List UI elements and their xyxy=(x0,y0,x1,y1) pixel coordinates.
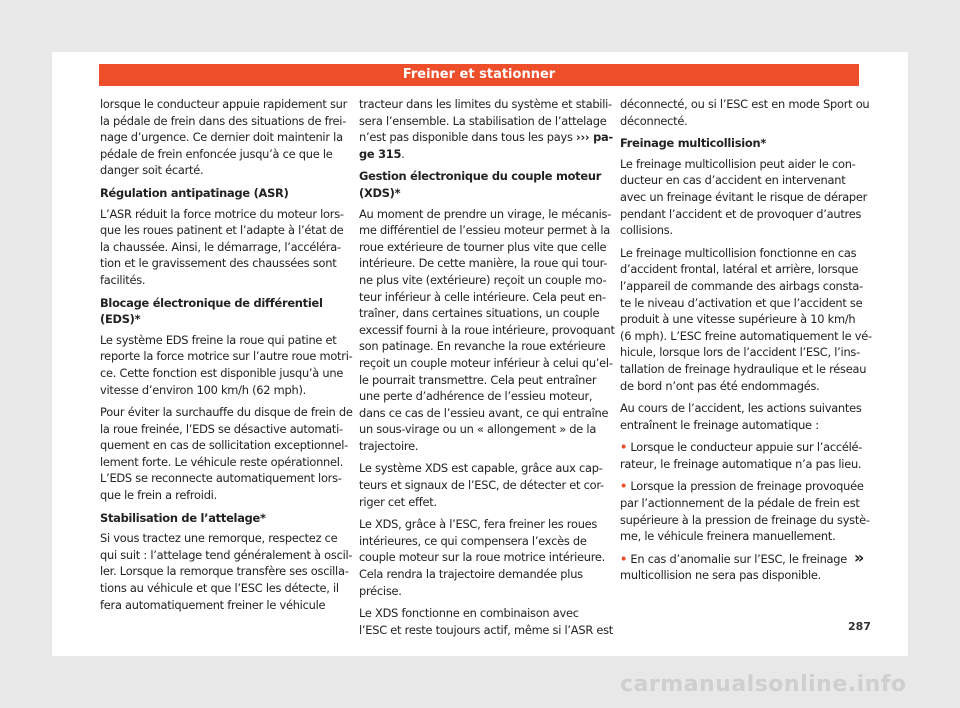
eds-paragraph-1: Le système EDS freine la roue qui patine et reporte la force motrice sur l’autre roue motri- ce. Cette fonction est disponible jusqu’à une vitesse d’environ 100 km/h (62 mph). xyxy=(100,332,353,397)
eds-heading: Blocage électronique de différentiel (EDS)* xyxy=(100,295,323,327)
trailer-heading: Stabilisation de l’attelage* xyxy=(100,510,266,525)
xds-heading: Gestion électronique du couple moteur (XDS)* xyxy=(359,169,602,200)
trailer-paragraph: Si vous tractez une remorque, respectez ce qui suit : l’attelage tend généralement à oscil- ler. Lorsque la remorque transfère ses oscilla- tions au véhicule et que l’ESC les détecte, il fera automatiquement freiner le véhicule xyxy=(100,531,353,612)
multicollision-heading: Freinage multicollision* xyxy=(620,136,767,151)
text-column-2 xyxy=(359,96,615,644)
bullet-icon: • xyxy=(620,479,628,494)
multicollision-paragraph-2: Le freinage multicollision fonctionne en cas d’accident frontal, latéral et arrière, lorsque l’appareil de commande des airbags consta- te le niveau d’activation et que l’accident se produit à une vitesse supérieure à 10 km/h (6 mph). L’ESC freine automatiquement le vé- hicule, lorsque lors de l’accident l’ESC, l’ins- tallation de freinage hydraulique et le réseau de bord n’ont pas été endommagés. xyxy=(620,245,872,393)
text-column-1 xyxy=(100,96,353,619)
page-reference-link[interactable]: ››› pa- xyxy=(576,130,613,145)
asr-paragraph: L’ASR réduit la force motrice du moteur lors- que les roues patinent et l’adapte à l’état de la chaussée. Ainsi, le démarrage, l’accéléra- tion et le gravissement des chaussées sont facilités. xyxy=(100,206,344,287)
section-header xyxy=(99,64,859,86)
intro-paragraph: lorsque le conducteur appuie rapidement sur la pédale de frein dans des situations de frei- nage d’urgence. Ce dernier doit maintenir la pédale de frein enfoncée jusqu’à ce que le danger soit écarté. xyxy=(100,97,348,178)
bullet-item-1: • Lorsque le conducteur appuie sur l’accélé- rateur, le freinage automatique n’a pas lieu. xyxy=(620,440,863,471)
watermark: carmanualsonline.info xyxy=(620,672,907,697)
bullet-item-2: • Lorsque la pression de freinage provoquée par l’actionnement de la pédale de frein est supérieure à la pression de freinage du systè- me, le véhicule freinera manuellement. xyxy=(620,479,870,544)
text-column-3 xyxy=(620,96,872,590)
asr-heading: Régulation antipatinage (ASR) xyxy=(100,185,289,200)
xds-paragraph-1: Au moment de prendre un virage, le mécanis- me différentiel de l’essieu moteur permet à la roue extérieure de tourner plus vite que celle intérieure. De cette manière, la roue qui tour- ne plus vite (extérieure) reçoit un couple mo- teur inférieur à celle intérieure. Cela peut en- traîner, dans certaines situations, un couple excessif fourni à la roue intérieure, provoquant son patinage. En revanche la roue extérieure reçoit un couple moteur inférieur à celui qu’el- le pourrait transmettre. Cela peut entraîner une perte d’adhérence de l’essieu moteur, dans ce cas de l’essieu avant, ce qui entraîne un sous-virage ou un « allongement » de la trajectoire. xyxy=(359,206,615,453)
page-number: 287 xyxy=(848,620,871,633)
multicollision-paragraph-1: Le freinage multicollision peut aider le con- ducteur en cas d’accident en intervenant avec un freinage évitant le risque de déraper pendant l’accident et de provoquer d’autres collisions. xyxy=(620,156,868,238)
xds-continuation: déconnecté, ou si l’ESC est en mode Sport ou déconnecté. xyxy=(620,97,870,128)
bullet-icon: • xyxy=(620,440,628,455)
multicollision-paragraph-3: Au cours de l’accident, les actions suivantes entraînent le freinage automatique : xyxy=(620,401,862,432)
trailer-continuation: tracteur dans les limites du système et stabili- sera l’ensemble. La stabilisation de l’attelage n’est pas disponible dans tous les pays ››› pa- ge 315. xyxy=(359,97,613,161)
manual-page xyxy=(52,52,908,656)
bullet-item-3: • En cas d’anomalie sur l’ESC, le freinage multicollision ne sera pas disponible. xyxy=(620,551,848,583)
section-title: Freiner et stationner xyxy=(402,67,556,82)
bullet-icon: • xyxy=(620,551,628,566)
continued-arrow-icon: » xyxy=(854,548,865,567)
xds-paragraph-2: Le système XDS est capable, grâce aux cap- teurs et signaux de l’ESC, de détecter et cor- riger cet effet. xyxy=(359,461,604,509)
eds-paragraph-2: Pour éviter la surchauffe du disque de frein de la roue freinée, l’EDS se désactive automati- quement en cas de sollicitation exceptionnel- lement forte. Le véhicule reste opérationnel. L’EDS se reconnecte automatiquement lors- que le frein a refroidi. xyxy=(100,405,353,503)
xds-paragraph-4: Le XDS fonctionne en combinaison avec l’ESC et reste toujours actif, même si l’ASR est xyxy=(359,606,614,637)
page-reference-link-cont[interactable]: ge 315 xyxy=(359,146,402,161)
xds-paragraph-3: Le XDS, grâce à l’ESC, fera freiner les roues intérieures, ce qui compensera l’excès de couple moteur sur la roue motrice intérieure. Cela rendra la trajectoire demandée plus précise. xyxy=(359,517,606,598)
